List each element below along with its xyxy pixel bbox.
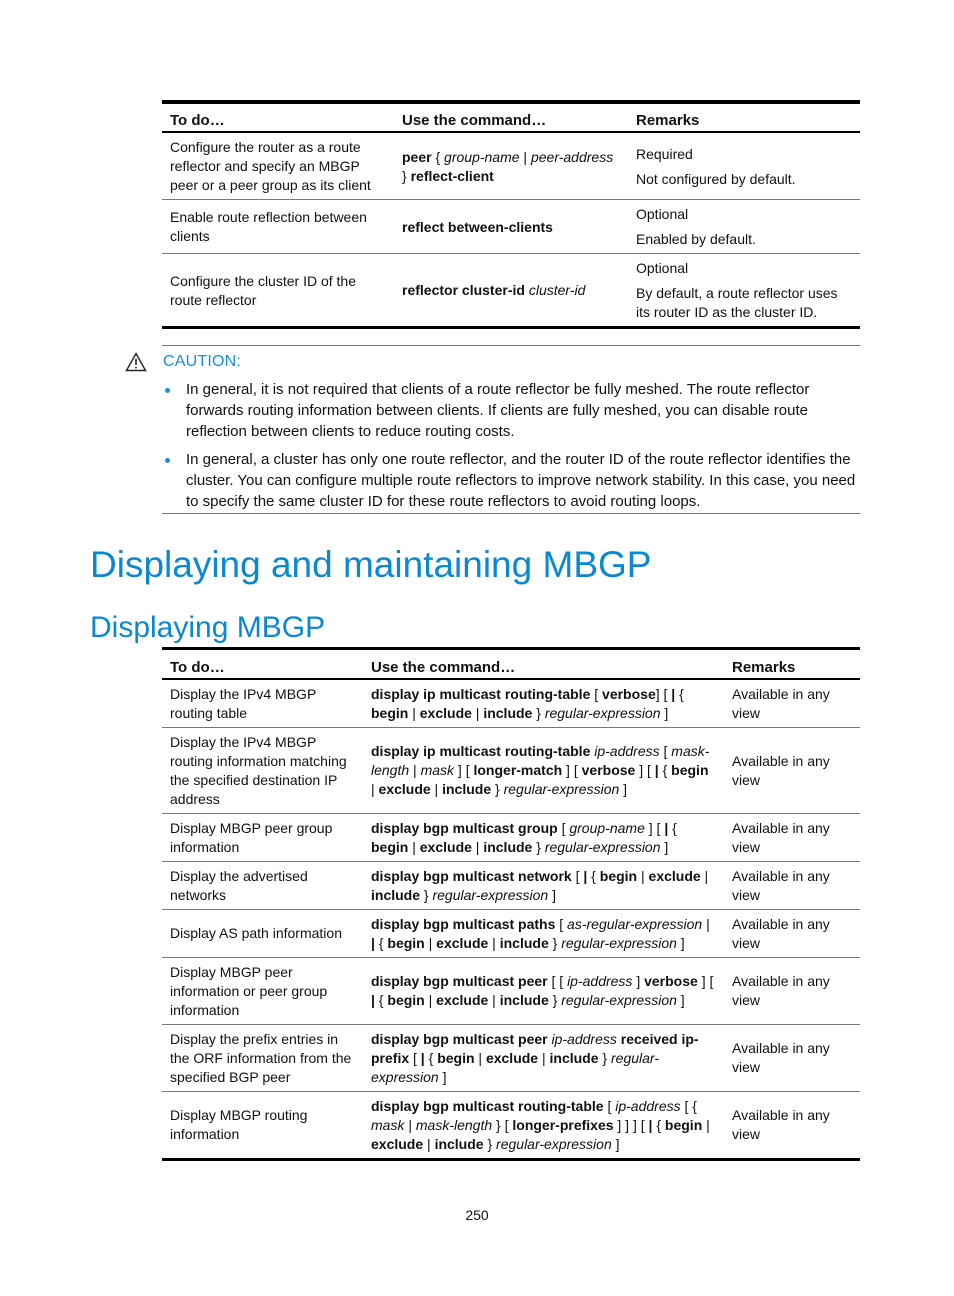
command-syntax: [ { bbox=[680, 1097, 697, 1114]
command-keyword: display ip multicast routing-table bbox=[371, 743, 591, 759]
header-command: Use the command… bbox=[363, 649, 724, 679]
bullet-icon bbox=[165, 458, 170, 463]
header-remarks: Remarks bbox=[724, 649, 860, 679]
bullet-icon bbox=[165, 388, 170, 393]
command-syntax: } bbox=[532, 704, 545, 721]
command-syntax: | bbox=[424, 992, 437, 1008]
remarks-cell: Available in any view bbox=[724, 1024, 860, 1091]
remarks-cell bbox=[628, 254, 860, 328]
header-todo: To do… bbox=[162, 102, 394, 132]
command-keyword: begin bbox=[671, 762, 709, 778]
table-row bbox=[162, 813, 860, 861]
command-keyword: exclude bbox=[371, 1135, 424, 1152]
header-todo: To do… bbox=[162, 649, 363, 679]
table-row bbox=[162, 727, 860, 813]
command-syntax: [ [ bbox=[547, 973, 568, 989]
command-keyword: begin bbox=[371, 838, 409, 855]
command-syntax: | bbox=[700, 867, 709, 884]
command-syntax: { bbox=[587, 867, 600, 884]
remarks-cell bbox=[628, 200, 860, 254]
command-argument: regular-expression bbox=[561, 934, 677, 951]
command-cell bbox=[363, 1091, 724, 1159]
todo-cell: Display MBGP peer information or peer group information bbox=[162, 957, 363, 1024]
command-keyword: | bbox=[371, 992, 375, 1008]
command-keyword: exclude bbox=[648, 867, 701, 884]
command-keyword: begin bbox=[371, 704, 409, 721]
command-syntax: | bbox=[430, 781, 443, 797]
command-keyword: peer bbox=[402, 148, 432, 165]
section-heading: Displaying and maintaining MBGP bbox=[90, 544, 652, 585]
command-syntax: ] bbox=[676, 992, 685, 1008]
command-keyword: | bbox=[371, 934, 375, 951]
command-argument: regular-expression bbox=[371, 1049, 659, 1085]
todo-cell: Display MBGP peer group information bbox=[162, 813, 363, 861]
command-cell bbox=[363, 909, 724, 957]
command-syntax: ] bbox=[676, 934, 685, 951]
todo-cell: Display AS path information bbox=[162, 909, 363, 957]
command-argument: ip-address bbox=[615, 1097, 681, 1114]
command-keyword: | bbox=[664, 819, 669, 836]
todo-cell: Display the advertised networks bbox=[162, 861, 363, 909]
command-keyword: verbose bbox=[581, 762, 636, 778]
command-syntax: | bbox=[488, 992, 500, 1008]
command-syntax: ] bbox=[438, 1068, 447, 1085]
command-syntax: { bbox=[374, 934, 388, 951]
command-syntax: ] bbox=[660, 704, 669, 721]
command-syntax: | bbox=[474, 1049, 486, 1066]
command-syntax: ] bbox=[548, 886, 556, 903]
command-keyword: verbose bbox=[644, 973, 698, 989]
command-keyword: | bbox=[420, 1049, 425, 1066]
command-argument: regular-expression bbox=[561, 992, 677, 1008]
command-argument: as-regular-expression bbox=[567, 915, 703, 932]
command-keyword: exclude bbox=[436, 992, 489, 1008]
command-keyword: exclude bbox=[378, 781, 431, 797]
command-keyword: | bbox=[583, 867, 588, 884]
command-keyword: begin bbox=[437, 1049, 475, 1066]
command-syntax: | bbox=[408, 838, 420, 855]
command-cell bbox=[363, 957, 724, 1024]
command-syntax: | bbox=[423, 1135, 435, 1152]
command-keyword: include bbox=[499, 992, 549, 1008]
command-syntax: } bbox=[402, 167, 411, 184]
command-syntax: | bbox=[371, 781, 379, 797]
table-row bbox=[162, 1024, 860, 1091]
table-row bbox=[162, 254, 860, 328]
command-syntax: ] bbox=[619, 781, 628, 797]
command-syntax: | bbox=[488, 934, 500, 951]
table-header-row bbox=[162, 649, 860, 679]
command-syntax: { bbox=[658, 762, 672, 778]
reflector-config-table bbox=[162, 100, 860, 329]
command-syntax: } bbox=[483, 1135, 497, 1152]
table-row bbox=[162, 957, 860, 1024]
table-row bbox=[162, 909, 860, 957]
command-syntax: } [ bbox=[492, 1116, 513, 1133]
todo-cell: Configure the cluster ID of the route reflector bbox=[162, 254, 394, 328]
command-syntax: { bbox=[431, 148, 445, 165]
command-syntax: | bbox=[702, 1116, 710, 1133]
command-keyword: display bgp multicast group bbox=[371, 819, 558, 836]
command-syntax: { bbox=[652, 1116, 665, 1133]
command-argument: ip-address bbox=[551, 1030, 617, 1047]
command-syntax: } bbox=[491, 781, 504, 797]
command-keyword: | bbox=[654, 762, 659, 778]
todo-cell: Display the prefix entries in the ORF information from the specified BGP peer bbox=[162, 1024, 363, 1091]
command-keyword: include bbox=[442, 781, 492, 797]
command-syntax: { bbox=[424, 1049, 438, 1066]
command-syntax: } bbox=[598, 1049, 611, 1066]
remarks-cell: Available in any view bbox=[724, 909, 860, 957]
command-syntax: } bbox=[548, 992, 562, 1008]
command-syntax: [ bbox=[555, 915, 568, 932]
remark-line: By default, a route reflector uses its router ID as the cluster ID. bbox=[636, 285, 838, 320]
command-syntax: | bbox=[409, 762, 421, 778]
command-syntax: [ bbox=[603, 1097, 616, 1114]
command-syntax: ] [ bbox=[562, 762, 582, 778]
command-keyword: include bbox=[499, 934, 549, 951]
table-header-row bbox=[162, 102, 860, 132]
command-syntax: ] [ bbox=[454, 762, 474, 778]
remarks-cell: Available in any view bbox=[724, 957, 860, 1024]
command-syntax: | bbox=[702, 915, 710, 932]
command-syntax: | bbox=[424, 934, 437, 951]
command-argument: ip-address bbox=[594, 743, 660, 759]
command-syntax: { bbox=[374, 992, 388, 1008]
command-syntax: [ bbox=[590, 685, 603, 702]
command-argument: regular-expression bbox=[496, 1135, 612, 1152]
command-syntax: ] bbox=[660, 838, 669, 855]
command-keyword: reflector cluster-id bbox=[402, 282, 525, 298]
command-cell bbox=[394, 200, 628, 254]
command-keyword: include bbox=[434, 1135, 484, 1152]
command-keyword: include bbox=[549, 1049, 599, 1066]
header-command: Use the command… bbox=[394, 102, 628, 132]
command-syntax: ] bbox=[611, 1135, 620, 1152]
table-row bbox=[162, 200, 860, 254]
command-argument: mask bbox=[420, 762, 455, 778]
remarks-cell bbox=[628, 132, 860, 200]
table-row bbox=[162, 132, 860, 200]
command-argument: group-name bbox=[569, 819, 645, 836]
command-syntax: | bbox=[471, 704, 484, 721]
caution-item bbox=[162, 449, 860, 512]
todo-cell: Display the IPv4 MBGP routing information matching the specified destination IP address bbox=[162, 727, 363, 813]
remarks-cell: Available in any view bbox=[724, 679, 860, 728]
command-syntax: [ bbox=[557, 819, 570, 836]
header-remarks: Remarks bbox=[628, 102, 860, 132]
command-argument: group-name bbox=[444, 148, 520, 165]
command-syntax: | bbox=[538, 1049, 550, 1066]
command-cell bbox=[394, 254, 628, 328]
command-keyword: begin bbox=[387, 992, 425, 1008]
command-argument: regular-expression bbox=[544, 704, 661, 721]
command-syntax: } bbox=[532, 838, 545, 855]
command-keyword: longer-prefixes bbox=[512, 1116, 614, 1133]
command-syntax: | bbox=[404, 1116, 416, 1133]
command-keyword: exclude bbox=[419, 704, 472, 721]
command-argument: mask-length bbox=[415, 1116, 493, 1133]
command-keyword: exclude bbox=[436, 934, 489, 951]
command-syntax: | bbox=[408, 704, 420, 721]
command-keyword: display bgp multicast paths bbox=[371, 915, 556, 932]
command-syntax: ] [ bbox=[655, 685, 672, 702]
command-argument: regular-expression bbox=[432, 886, 549, 903]
remark-line: Optional bbox=[636, 206, 689, 222]
display-mbgp-table bbox=[162, 647, 860, 1161]
remark-line: Enabled by default. bbox=[636, 231, 756, 247]
command-keyword: begin bbox=[599, 867, 638, 884]
subsection-heading: Displaying MBGP bbox=[90, 611, 326, 644]
command-keyword: exclude bbox=[419, 838, 472, 855]
command-syntax: ] ] ] [ bbox=[613, 1116, 649, 1133]
command-syntax: { bbox=[675, 685, 684, 702]
command-keyword: display ip multicast routing-table bbox=[371, 685, 591, 702]
command-keyword: verbose bbox=[602, 685, 656, 702]
caution-item bbox=[162, 379, 860, 442]
command-argument: ip-address bbox=[567, 973, 633, 989]
command-argument: peer-address bbox=[530, 148, 614, 165]
page-number: 250 bbox=[465, 1207, 489, 1223]
caution-item-text: In general, it is not required that clients of a route reflector be fully meshed. The route reflector forwards routing information between clients. If clients are fully meshed, you can disable route reflection between clients to reduce routing costs. bbox=[186, 381, 810, 440]
todo-cell: Configure the router as a route reflector and specify an MBGP peer or a peer group as its client bbox=[162, 132, 394, 200]
command-syntax: ] [ bbox=[644, 819, 665, 836]
table-row bbox=[162, 1091, 860, 1159]
command-cell bbox=[394, 132, 628, 200]
remarks-cell: Available in any view bbox=[724, 727, 860, 813]
command-keyword: begin bbox=[387, 934, 425, 951]
command-cell bbox=[363, 1024, 724, 1091]
command-keyword: received ip-prefix bbox=[371, 1030, 699, 1066]
command-cell bbox=[363, 727, 724, 813]
todo-cell: Display the IPv4 MBGP routing table bbox=[162, 679, 363, 728]
command-argument: mask bbox=[371, 1116, 405, 1133]
table-row bbox=[162, 679, 860, 728]
command-cell bbox=[363, 813, 724, 861]
command-keyword: include bbox=[483, 704, 533, 721]
command-keyword: | bbox=[648, 1116, 653, 1133]
todo-cell: Display MBGP routing information bbox=[162, 1091, 363, 1159]
command-keyword: | bbox=[671, 685, 676, 702]
remark-line: Not configured by default. bbox=[636, 170, 796, 187]
command-keyword: reflect-client bbox=[410, 167, 494, 184]
command-keyword: begin bbox=[664, 1116, 703, 1133]
remarks-cell: Available in any view bbox=[724, 861, 860, 909]
command-argument: mask-length bbox=[371, 743, 710, 778]
command-syntax: | bbox=[519, 148, 531, 165]
command-syntax: } bbox=[420, 886, 433, 903]
warning-triangle-icon bbox=[125, 352, 147, 372]
remark-line: Optional bbox=[636, 260, 689, 276]
caution-list bbox=[162, 379, 860, 519]
caution-item-text: In general, a cluster has only one route reflector, and the router ID of the route reflector identifies the cluster. You can configure multiple route reflectors to improve network stability. In this case, you need to specify the same cluster ID for these route reflectors to avoid routing loops. bbox=[186, 451, 856, 510]
command-keyword: exclude bbox=[485, 1049, 539, 1066]
command-syntax: [ bbox=[409, 1049, 421, 1066]
command-cell bbox=[363, 861, 724, 909]
command-syntax: | bbox=[637, 867, 649, 884]
command-keyword: display bgp multicast peer bbox=[371, 973, 548, 989]
command-keyword: display bgp multicast peer bbox=[371, 1030, 548, 1047]
command-keyword: include bbox=[483, 838, 533, 855]
remark-line: Required bbox=[636, 145, 693, 162]
command-keyword: include bbox=[371, 886, 421, 903]
command-syntax: { bbox=[668, 819, 677, 836]
command-cell bbox=[363, 679, 724, 728]
command-syntax: ] [ bbox=[635, 762, 655, 778]
remarks-cell: Available in any view bbox=[724, 1091, 860, 1159]
command-keyword: display bgp multicast routing-table bbox=[371, 1097, 604, 1114]
command-keyword: longer-match bbox=[473, 762, 563, 778]
command-keyword: display bgp multicast network bbox=[371, 867, 572, 884]
command-syntax: [ bbox=[571, 867, 584, 884]
command-syntax: ] bbox=[632, 973, 645, 989]
command-argument: regular-expression bbox=[503, 781, 620, 797]
command-argument: regular-expression bbox=[544, 838, 661, 855]
caution-label: CAUTION: bbox=[163, 353, 242, 370]
command-argument: cluster-id bbox=[528, 282, 586, 298]
table-row bbox=[162, 861, 860, 909]
command-syntax: } bbox=[548, 934, 562, 951]
remarks-cell: Available in any view bbox=[724, 813, 860, 861]
todo-cell: Enable route reflection between clients bbox=[162, 200, 394, 254]
caution-box bbox=[162, 345, 860, 514]
command-syntax: [ bbox=[659, 743, 672, 759]
command-keyword: reflect between-clients bbox=[402, 218, 553, 235]
command-syntax: | bbox=[471, 838, 484, 855]
command-syntax: ] [ bbox=[697, 973, 714, 989]
